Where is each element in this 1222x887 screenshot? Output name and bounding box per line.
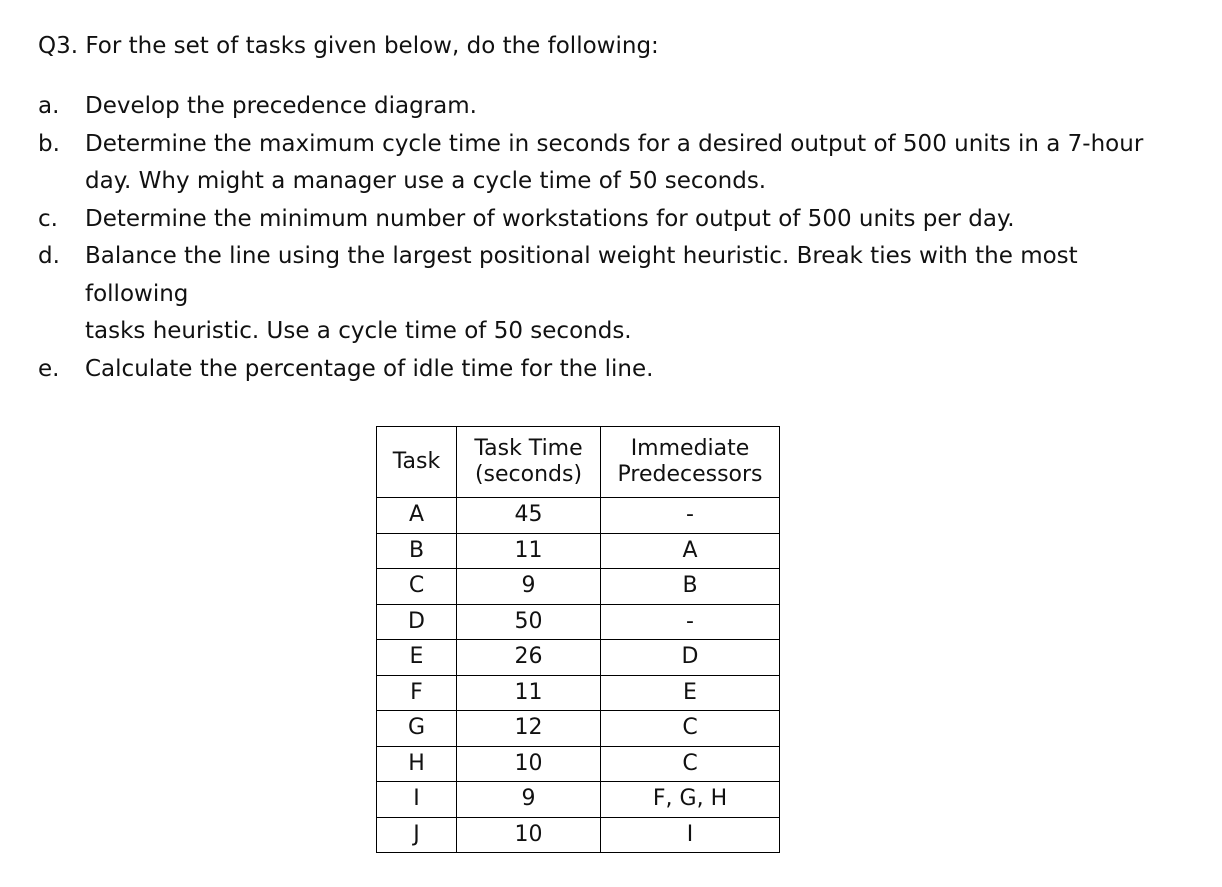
cell-predecessors: B <box>601 569 780 605</box>
cell-time: 9 <box>457 782 601 818</box>
cell-predecessors: D <box>601 640 780 676</box>
table-row <box>377 817 780 853</box>
part-text: Balance the line using the largest positional weight heuristic. Break ties with the most following tasks heuristic. Use a cycle time of 50 seconds. <box>85 243 1078 344</box>
part-letter: d. <box>38 243 60 269</box>
cell-task: C <box>377 569 457 605</box>
part-a <box>38 88 1188 126</box>
table-row <box>377 640 780 676</box>
cell-task: F <box>377 675 457 711</box>
cell-time: 11 <box>457 675 601 711</box>
part-letter: b. <box>38 130 60 157</box>
cell-predecessors: A <box>601 533 780 569</box>
cell-predecessors: I <box>601 817 780 853</box>
part-text: Calculate the percentage of idle time for the line. <box>85 355 654 382</box>
cell-task: B <box>377 533 457 569</box>
cell-task: I <box>377 782 457 818</box>
part-c <box>38 201 1188 239</box>
table-header-row <box>377 427 780 498</box>
cell-time: 45 <box>457 498 601 534</box>
cell-predecessors: - <box>601 604 780 640</box>
cell-predecessors: E <box>601 675 780 711</box>
header-predecessors: Immediate Predecessors <box>601 427 780 498</box>
cell-time: 12 <box>457 711 601 747</box>
table-row <box>377 746 780 782</box>
cell-predecessors: C <box>601 746 780 782</box>
part-b <box>38 126 1188 201</box>
table-row <box>377 533 780 569</box>
cell-task: J <box>377 817 457 853</box>
part-letter: a. <box>38 93 60 119</box>
part-d <box>38 238 1188 351</box>
cell-task: A <box>377 498 457 534</box>
cell-time: 26 <box>457 640 601 676</box>
table-row <box>377 782 780 818</box>
table-row <box>377 498 780 534</box>
cell-time: 9 <box>457 569 601 605</box>
cell-task: D <box>377 604 457 640</box>
cell-time: 50 <box>457 604 601 640</box>
question-parts-list <box>38 88 1188 388</box>
table-row <box>377 569 780 605</box>
part-letter: c. <box>38 205 58 232</box>
question-title: Q3. For the set of tasks given below, do the following: <box>38 33 659 59</box>
task-table <box>376 426 780 853</box>
part-text: Determine the maximum cycle time in seconds for a desired output of 500 units in a 7-hour day. Why might a manager use a cycle time of 50 seconds. <box>85 130 1144 194</box>
table-row <box>377 604 780 640</box>
cell-task: E <box>377 640 457 676</box>
cell-task: H <box>377 746 457 782</box>
header-task-time: Task Time (seconds) <box>457 427 601 498</box>
cell-predecessors: F, G, H <box>601 782 780 818</box>
part-text: Determine the minimum number of workstations for output of 500 units per day. <box>85 205 1015 232</box>
cell-time: 10 <box>457 817 601 853</box>
cell-task: G <box>377 711 457 747</box>
cell-predecessors: C <box>601 711 780 747</box>
cell-time: 11 <box>457 533 601 569</box>
cell-predecessors: - <box>601 498 780 534</box>
part-letter: e. <box>38 355 60 382</box>
table-row <box>377 711 780 747</box>
part-e <box>38 351 1188 389</box>
cell-time: 10 <box>457 746 601 782</box>
table-row <box>377 675 780 711</box>
header-task: Task <box>377 427 457 498</box>
part-text: Develop the precedence diagram. <box>85 93 477 119</box>
